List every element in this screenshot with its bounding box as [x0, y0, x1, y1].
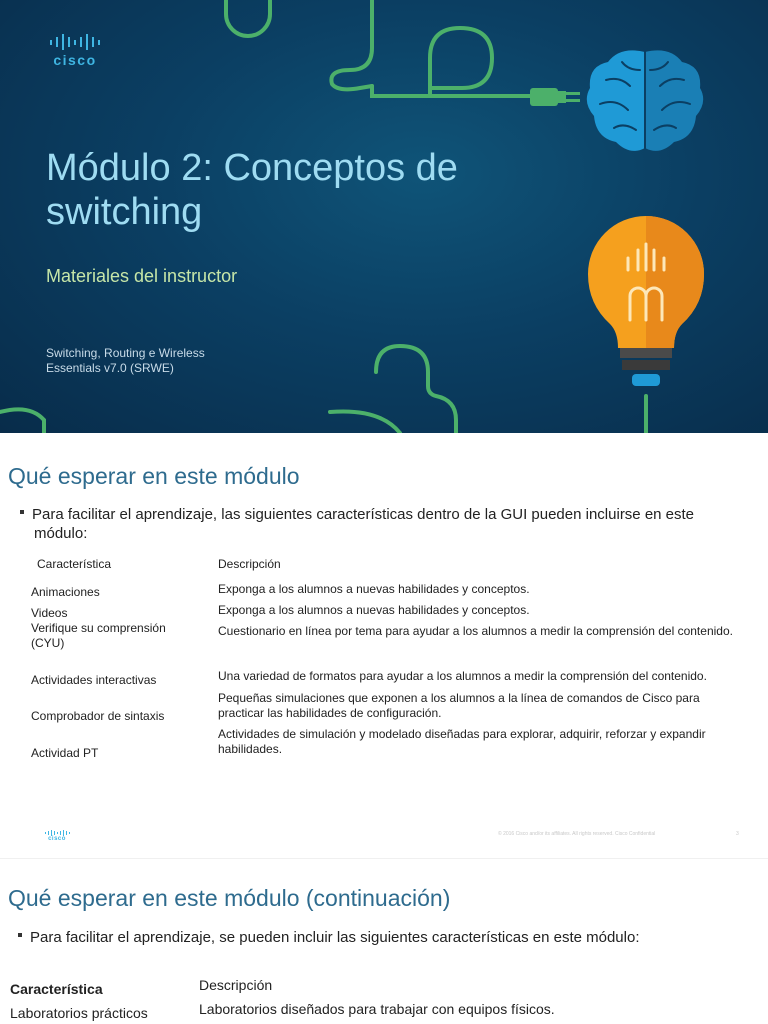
feature-description: Una variedad de formatos para ayudar a los alumnos a medir la comprensión del contenido. [218, 669, 707, 683]
feature-description: Cuestionario en línea por tema para ayudar a los alumnos a medir la comprensión del contenido. [218, 624, 733, 638]
bullet-text [18, 928, 640, 947]
column-header-feature: Característica [37, 557, 112, 571]
slide-footer [0, 828, 768, 848]
bullet-square-icon [20, 510, 24, 514]
cisco-logo [40, 34, 110, 68]
column-header-feature: Característica [10, 981, 103, 997]
feature-name: Actividades interactivas [31, 673, 157, 687]
cisco-logo-text: cisco [48, 836, 66, 842]
course-line-1: Switching, Routing e Wireless [46, 346, 205, 360]
page-number: 3 [736, 831, 739, 837]
feature-name: Verifique su comprensión (CYU) [31, 621, 166, 650]
feature-description: Actividades de simulación y modelado diseñadas para explorar, adquirir, reforzar y expandir habilidades. [218, 727, 706, 756]
bullet-text-content: Para facilitar el aprendizaje, las siguientes características dentro de la GUI pueden incluirse en este módulo: [32, 506, 695, 542]
feature-name: Animaciones [31, 585, 100, 599]
title-slide [0, 0, 768, 433]
column-header-description: Descripción [199, 977, 273, 993]
cisco-logo-bars-icon [40, 34, 110, 50]
feature-description: Exponga a los alumnos a nuevas habilidades y conceptos. [218, 582, 530, 596]
slide-subtitle: Materiales del instructor [46, 266, 238, 286]
feature-description: Pequeñas simulaciones que exponen a los alumnos a la línea de comandos de Cisco para practicar las habilidades de configuración. [218, 691, 700, 720]
feature-name: Videos [31, 606, 68, 620]
cisco-logo-text: cisco [53, 52, 97, 68]
course-line-2: Essentials v7.0 (SRWE) [46, 361, 174, 375]
bullet-square-icon [18, 933, 22, 937]
bullet-text [20, 505, 750, 543]
slide-title: Módulo 2: Conceptos de switching [46, 147, 458, 233]
content-slide-1 [0, 433, 768, 858]
slide-heading: Qué esperar en este módulo [8, 463, 300, 489]
cisco-logo [43, 830, 71, 842]
feature-name: Comprobador de sintaxis [31, 709, 165, 723]
feature-description: Exponga a los alumnos a nuevas habilidades y conceptos. [218, 603, 530, 617]
content-slide-2 [0, 858, 768, 1024]
feature-name: Laboratorios prácticos [10, 1005, 148, 1021]
copyright-text: © 2016 Cisco and/or its affiliates. All rights reserved. Cisco Confidential [498, 831, 656, 837]
slide-heading: Qué esperar en este módulo (continuación) [8, 885, 451, 911]
column-header-description: Descripción [218, 557, 281, 571]
feature-description: Laboratorios diseñados para trabajar con equipos físicos. [199, 1001, 555, 1017]
feature-name: Actividad PT [31, 746, 99, 760]
bullet-text-content: Para facilitar el aprendizaje, se pueden incluir las siguientes características en este módulo: [30, 929, 640, 946]
course-name [46, 346, 246, 376]
